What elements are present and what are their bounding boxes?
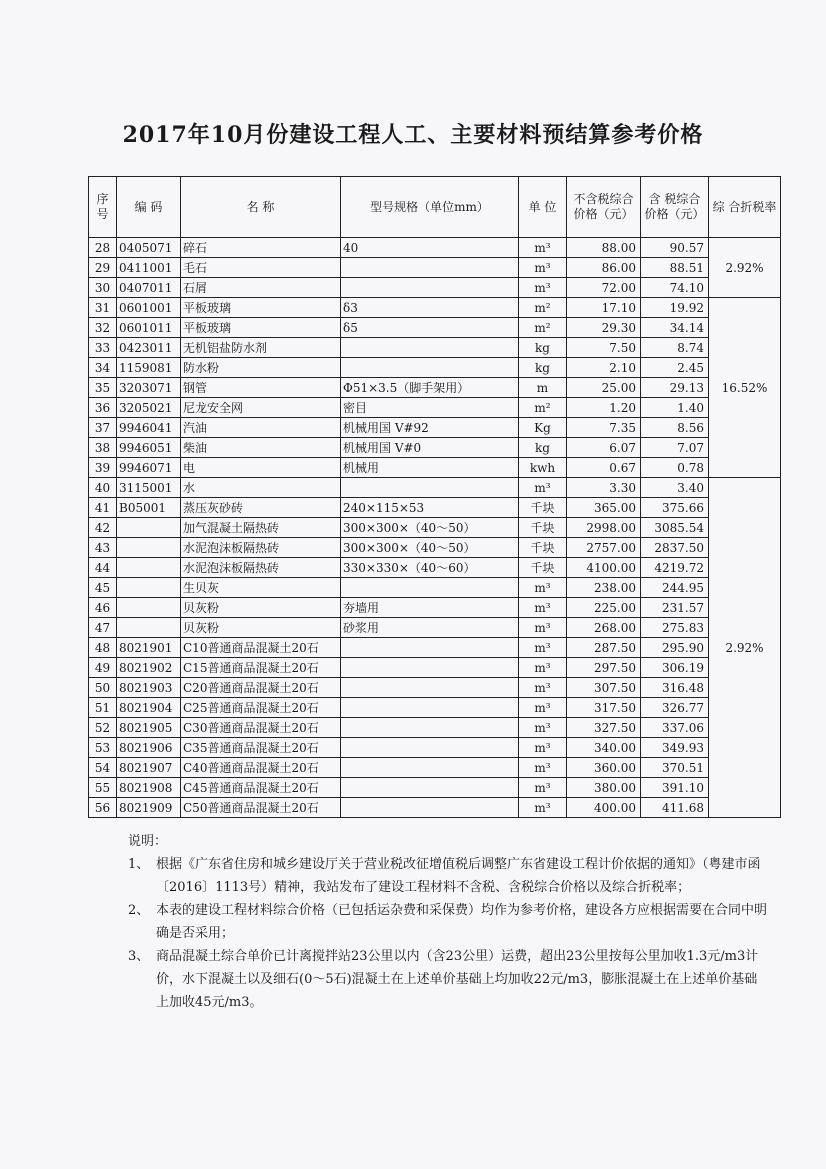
table-row [89, 538, 781, 558]
cell-unit: m³ [519, 738, 567, 758]
table-row [89, 578, 781, 598]
table-row [89, 478, 781, 498]
cell-seq: 51 [89, 698, 117, 718]
cell-code: 0407011 [117, 278, 181, 298]
cell-price-ex: 307.50 [567, 678, 641, 698]
cell-seq: 39 [89, 458, 117, 478]
cell-seq: 50 [89, 678, 117, 698]
table-row [89, 638, 781, 658]
header-name: 名 称 [181, 177, 341, 238]
cell-spec: 330×330×（40～60） [341, 558, 519, 578]
cell-code: 9946051 [117, 438, 181, 458]
cell-name: 钢管 [181, 378, 341, 398]
cell-code: 8021905 [117, 718, 181, 738]
cell-spec: 300×300×（40～50） [341, 518, 519, 538]
cell-unit: m² [519, 298, 567, 318]
cell-seq: 48 [89, 638, 117, 658]
cell-price-ex: 327.50 [567, 718, 641, 738]
cell-price-in: 3.40 [641, 478, 709, 498]
cell-price-in: 2.45 [641, 358, 709, 378]
cell-seq: 54 [89, 758, 117, 778]
cell-seq: 46 [89, 598, 117, 618]
cell-code: 0405071 [117, 238, 181, 258]
cell-spec: 密目 [341, 398, 519, 418]
cell-code: 8021906 [117, 738, 181, 758]
cell-unit: m³ [519, 718, 567, 738]
header-code: 编 码 [117, 177, 181, 238]
header-unit: 单 位 [519, 177, 567, 238]
cell-code: 1159081 [117, 358, 181, 378]
cell-spec: 240×115×53 [341, 498, 519, 518]
cell-unit: m² [519, 398, 567, 418]
cell-name: C25普通商品混凝土20石 [181, 698, 341, 718]
cell-price-ex: 88.00 [567, 238, 641, 258]
cell-unit: 千块 [519, 518, 567, 538]
cell-price-ex: 25.00 [567, 378, 641, 398]
table-row [89, 618, 781, 638]
cell-spec [341, 778, 519, 798]
cell-rate: 2.92% [709, 238, 781, 298]
cell-spec [341, 578, 519, 598]
cell-seq: 35 [89, 378, 117, 398]
cell-name: 碎石 [181, 238, 341, 258]
cell-seq: 36 [89, 398, 117, 418]
cell-rate: 16.52% [709, 298, 781, 478]
table-row [89, 518, 781, 538]
cell-name: C10普通商品混凝土20石 [181, 638, 341, 658]
note-item [128, 899, 768, 945]
notes-list [128, 853, 768, 1014]
cell-code: 0601001 [117, 298, 181, 318]
cell-seq: 40 [89, 478, 117, 498]
cell-price-in: 1.40 [641, 398, 709, 418]
cell-price-in: 391.10 [641, 778, 709, 798]
note-item [128, 945, 768, 1014]
cell-price-in: 295.90 [641, 638, 709, 658]
cell-price-ex: 3.30 [567, 478, 641, 498]
page-title: 2017年10月份建设工程人工、主要材料预结算参考价格 [122, 122, 704, 148]
cell-name: 贝灰粉 [181, 618, 341, 638]
cell-unit: 千块 [519, 558, 567, 578]
cell-price-ex: 2.10 [567, 358, 641, 378]
cell-price-in: 34.14 [641, 318, 709, 338]
cell-unit: m³ [519, 678, 567, 698]
cell-price-ex: 2757.00 [567, 538, 641, 558]
cell-name: 水 [181, 478, 341, 498]
cell-price-in: 88.51 [641, 258, 709, 278]
cell-name: 水泥泡沫板隔热砖 [181, 538, 341, 558]
table-row [89, 598, 781, 618]
cell-price-in: 19.92 [641, 298, 709, 318]
cell-price-in: 8.56 [641, 418, 709, 438]
cell-seq: 41 [89, 498, 117, 518]
cell-seq: 28 [89, 238, 117, 258]
cell-seq: 45 [89, 578, 117, 598]
cell-price-in: 74.10 [641, 278, 709, 298]
cell-unit: m³ [519, 278, 567, 298]
cell-price-in: 29.13 [641, 378, 709, 398]
note-index: 3、 [128, 949, 150, 964]
table-header-row [89, 177, 781, 238]
cell-price-ex: 72.00 [567, 278, 641, 298]
cell-spec: δ5 [341, 318, 519, 338]
cell-unit: kg [519, 358, 567, 378]
note-text: 本表的建设工程材料综合价格（已包括运杂费和采保费）均作为参考价格，建设各方应根据需要在合同中明确是否采用； [156, 903, 768, 941]
cell-unit: m³ [519, 758, 567, 778]
cell-seq: 29 [89, 258, 117, 278]
cell-unit: m³ [519, 658, 567, 678]
table-row [89, 678, 781, 698]
cell-unit: m² [519, 318, 567, 338]
cell-name: 柴油 [181, 438, 341, 458]
cell-spec [341, 638, 519, 658]
table-row [89, 458, 781, 478]
cell-spec [341, 278, 519, 298]
cell-unit: m³ [519, 598, 567, 618]
cell-code: 3115001 [117, 478, 181, 498]
cell-seq: 31 [89, 298, 117, 318]
cell-unit: m³ [519, 618, 567, 638]
cell-code: 8021902 [117, 658, 181, 678]
cell-seq: 37 [89, 418, 117, 438]
cell-seq: 56 [89, 798, 117, 818]
cell-spec: Φ51×3.5（脚手架用） [341, 378, 519, 398]
table-row [89, 658, 781, 678]
cell-code: 8021901 [117, 638, 181, 658]
header-seq: 序号 [89, 177, 117, 238]
price-table [88, 176, 781, 818]
cell-name: 尼龙安全网 [181, 398, 341, 418]
cell-price-ex: 17.10 [567, 298, 641, 318]
cell-seq: 34 [89, 358, 117, 378]
cell-unit: m³ [519, 638, 567, 658]
note-text: 根据《广东省住房和城乡建设厅关于营业税改征增值税后调整广东省建设工程计价依据的通知》（粤建市函〔2016〕1113号）精神，我站发布了建设工程材料不含税、含税综合价格以及综合折税率； [156, 857, 761, 895]
cell-name: 蒸压灰砂砖 [181, 498, 341, 518]
cell-price-ex: 317.50 [567, 698, 641, 718]
table-row [89, 758, 781, 778]
cell-seq: 44 [89, 558, 117, 578]
cell-spec [341, 698, 519, 718]
cell-unit: m³ [519, 258, 567, 278]
cell-price-ex: 7.50 [567, 338, 641, 358]
cell-price-in: 90.57 [641, 238, 709, 258]
cell-price-ex: 365.00 [567, 498, 641, 518]
cell-code: 0423011 [117, 338, 181, 358]
cell-name: 电 [181, 458, 341, 478]
note-text: 商品混凝土综合单价已计离搅拌站23公里以内（含23公里）运费，超出23公里按每公里加收1.3元/m3计价，水下混凝土以及细石(0～5石)混凝土在上述单价基础上均加收22元/m3，膨胀混凝土在上述单价基础上加收45元/m3。 [156, 949, 759, 1010]
cell-code [117, 558, 181, 578]
cell-price-ex: 360.00 [567, 758, 641, 778]
cell-code: 3203071 [117, 378, 181, 398]
cell-code: 8021909 [117, 798, 181, 818]
cell-price-ex: 297.50 [567, 658, 641, 678]
cell-seq: 47 [89, 618, 117, 638]
cell-spec: 机械用 [341, 458, 519, 478]
notes [128, 830, 768, 1014]
cell-spec [341, 358, 519, 378]
table-row [89, 318, 781, 338]
cell-spec: 300×300×（40～50） [341, 538, 519, 558]
cell-price-ex: 340.00 [567, 738, 641, 758]
table-body [89, 238, 781, 818]
cell-name: C30普通商品混凝土20石 [181, 718, 341, 738]
cell-price-in: 316.48 [641, 678, 709, 698]
cell-price-in: 326.77 [641, 698, 709, 718]
cell-spec [341, 798, 519, 818]
cell-unit: m³ [519, 798, 567, 818]
cell-code [117, 538, 181, 558]
cell-price-ex: 86.00 [567, 258, 641, 278]
cell-code: 8021908 [117, 778, 181, 798]
cell-spec: 40 [341, 238, 519, 258]
cell-seq: 32 [89, 318, 117, 338]
cell-unit: kg [519, 338, 567, 358]
note-item [128, 853, 768, 899]
cell-price-in: 3085.54 [641, 518, 709, 538]
cell-spec [341, 738, 519, 758]
cell-price-in: 8.74 [641, 338, 709, 358]
cell-name: 水泥泡沫板隔热砖 [181, 558, 341, 578]
cell-seq: 42 [89, 518, 117, 538]
cell-spec: 机械用国 Ⅴ#0 [341, 438, 519, 458]
cell-seq: 33 [89, 338, 117, 358]
cell-price-in: 231.57 [641, 598, 709, 618]
table-row [89, 258, 781, 278]
cell-price-ex: 29.30 [567, 318, 641, 338]
cell-spec: 机械用国 Ⅴ#92 [341, 418, 519, 438]
cell-code: 9946041 [117, 418, 181, 438]
cell-spec: δ3 [341, 298, 519, 318]
cell-unit: kwh [519, 458, 567, 478]
cell-price-in: 370.51 [641, 758, 709, 778]
table-row [89, 498, 781, 518]
table-row [89, 418, 781, 438]
cell-seq: 53 [89, 738, 117, 758]
cell-seq: 30 [89, 278, 117, 298]
cell-price-in: 375.66 [641, 498, 709, 518]
cell-spec [341, 718, 519, 738]
cell-price-in: 306.19 [641, 658, 709, 678]
cell-price-in: 411.68 [641, 798, 709, 818]
cell-price-in: 275.83 [641, 618, 709, 638]
header-spec: 型号规格（单位mm） [341, 177, 519, 238]
cell-price-ex: 0.67 [567, 458, 641, 478]
cell-price-ex: 1.20 [567, 398, 641, 418]
cell-spec [341, 478, 519, 498]
cell-name: C15普通商品混凝土20石 [181, 658, 341, 678]
cell-unit: kg [519, 438, 567, 458]
cell-seq: 55 [89, 778, 117, 798]
cell-code: 8021907 [117, 758, 181, 778]
cell-code: 0411001 [117, 258, 181, 278]
cell-price-ex: 6.07 [567, 438, 641, 458]
cell-name: C20普通商品混凝土20石 [181, 678, 341, 698]
cell-name: 防水粉 [181, 358, 341, 378]
table-row [89, 698, 781, 718]
cell-name: C40普通商品混凝土20石 [181, 758, 341, 778]
cell-name: C45普通商品混凝土20石 [181, 778, 341, 798]
cell-spec [341, 678, 519, 698]
table-row [89, 398, 781, 418]
cell-price-ex: 7.35 [567, 418, 641, 438]
cell-price-ex: 2998.00 [567, 518, 641, 538]
cell-price-in: 337.06 [641, 718, 709, 738]
header-price-in: 含 税综合价格（元） [641, 177, 709, 238]
cell-spec [341, 658, 519, 678]
cell-code [117, 618, 181, 638]
cell-name: 平板玻璃 [181, 318, 341, 338]
cell-unit: 千块 [519, 538, 567, 558]
table-row [89, 778, 781, 798]
cell-name: 贝灰粉 [181, 598, 341, 618]
note-index: 2、 [128, 903, 150, 918]
cell-name: C50普通商品混凝土20石 [181, 798, 341, 818]
cell-name: 平板玻璃 [181, 298, 341, 318]
cell-seq: 43 [89, 538, 117, 558]
cell-name: 无机铝盐防水剂 [181, 338, 341, 358]
cell-price-ex: 400.00 [567, 798, 641, 818]
cell-seq: 38 [89, 438, 117, 458]
cell-unit: m³ [519, 698, 567, 718]
cell-spec: 砂浆用 [341, 618, 519, 638]
note-index: 1、 [128, 857, 150, 872]
table-row [89, 798, 781, 818]
cell-code [117, 578, 181, 598]
cell-price-in: 349.93 [641, 738, 709, 758]
cell-price-in: 7.07 [641, 438, 709, 458]
cell-code: 8021904 [117, 698, 181, 718]
table-row [89, 298, 781, 318]
cell-price-ex: 4100.00 [567, 558, 641, 578]
cell-spec [341, 258, 519, 278]
cell-seq: 52 [89, 718, 117, 738]
cell-unit: m³ [519, 238, 567, 258]
table-row [89, 718, 781, 738]
table-row [89, 278, 781, 298]
cell-code: 0601011 [117, 318, 181, 338]
cell-name: 加气混凝土隔热砖 [181, 518, 341, 538]
header-rate: 综 合折税率 [709, 177, 781, 238]
cell-spec [341, 758, 519, 778]
table-row [89, 378, 781, 398]
cell-code: B05001 [117, 498, 181, 518]
cell-unit: m³ [519, 778, 567, 798]
cell-name: 石屑 [181, 278, 341, 298]
table-row [89, 338, 781, 358]
table-row [89, 358, 781, 378]
cell-price-in: 4219.72 [641, 558, 709, 578]
cell-price-ex: 225.00 [567, 598, 641, 618]
cell-unit: Kg [519, 418, 567, 438]
cell-price-in: 0.78 [641, 458, 709, 478]
table-row [89, 738, 781, 758]
cell-price-ex: 268.00 [567, 618, 641, 638]
cell-rate: 2.92% [709, 478, 781, 818]
cell-name: 汽油 [181, 418, 341, 438]
cell-spec [341, 338, 519, 358]
table-row [89, 438, 781, 458]
cell-name: C35普通商品混凝土20石 [181, 738, 341, 758]
cell-name: 毛石 [181, 258, 341, 278]
cell-name: 生贝灰 [181, 578, 341, 598]
cell-code [117, 598, 181, 618]
cell-code: 8021903 [117, 678, 181, 698]
notes-heading: 说明： [128, 834, 168, 849]
header-price-ex: 不含税综合价格（元） [567, 177, 641, 238]
cell-unit: m³ [519, 578, 567, 598]
cell-unit: 千块 [519, 498, 567, 518]
table-row [89, 238, 781, 258]
table-row [89, 558, 781, 578]
cell-price-ex: 287.50 [567, 638, 641, 658]
cell-price-in: 2837.50 [641, 538, 709, 558]
cell-price-in: 244.95 [641, 578, 709, 598]
cell-unit: m [519, 378, 567, 398]
cell-seq: 49 [89, 658, 117, 678]
cell-spec: 夯墙用 [341, 598, 519, 618]
cell-price-ex: 380.00 [567, 778, 641, 798]
cell-code [117, 518, 181, 538]
cell-code: 3205021 [117, 398, 181, 418]
cell-unit: m³ [519, 478, 567, 498]
cell-code: 9946071 [117, 458, 181, 478]
cell-price-ex: 238.00 [567, 578, 641, 598]
